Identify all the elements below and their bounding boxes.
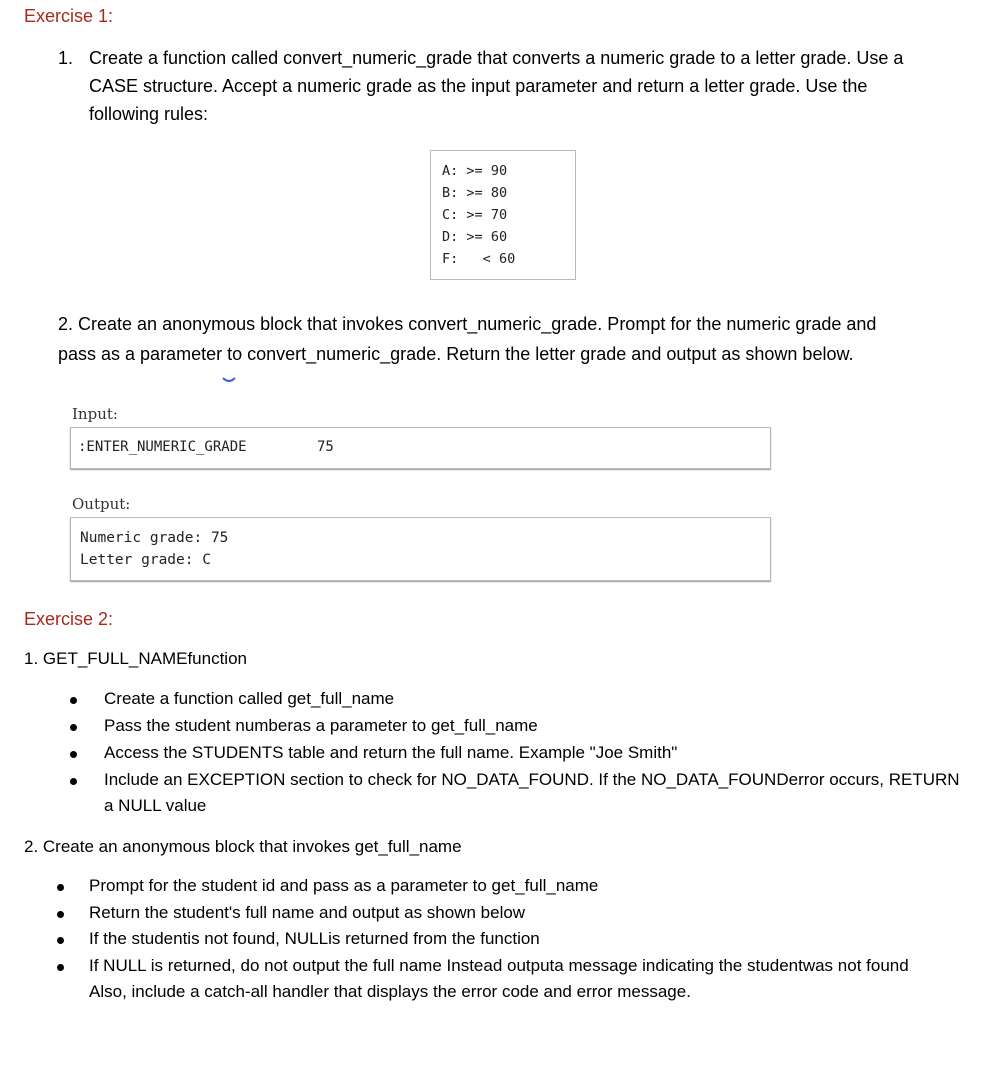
exercise-1-item-1-line-2: CASE structure. Accept a numeric grade as the input parameter and return a letter grade. Use the (89, 76, 868, 96)
exercise-1-item-1-line-1: Create a function called convert_numeric_grade that converts a numeric grade to a letter grade. Use a (89, 48, 904, 68)
input-label: Input: (72, 405, 118, 423)
output-label: Output: (72, 495, 131, 513)
exercise-2-item-2-title: 2. Create an anonymous block that invokes get_full_name (24, 837, 462, 856)
list-item: Prompt for the student id and pass as a parameter to get_full_name (89, 876, 599, 895)
bullet-icon (70, 751, 77, 758)
list-item-continuation: Also, include a catch-all handler that displays the error code and error message. (89, 982, 691, 1001)
list-item: Return the student's full name and output as shown below (89, 903, 526, 922)
output-box (70, 517, 771, 581)
exercise-1-item-1-number: 1. (58, 48, 74, 68)
input-value: 75 (317, 439, 334, 455)
list-item: Create a function called get_full_name (104, 689, 395, 708)
bullet-icon (70, 697, 77, 704)
output-line: Numeric grade: 75 (80, 530, 229, 546)
bullet-icon (70, 724, 77, 731)
exercise-1-item-1-line-3: following rules: (89, 104, 209, 124)
bullet-icon (57, 964, 64, 971)
list-item: Access the STUDENTS table and return the full name. Example "Joe Smith" (104, 743, 678, 762)
exercise-1-item-2-line-1: 2. Create an anonymous block that invokes convert_numeric_grade. Prompt for the numeric grade and (58, 314, 877, 334)
grade-rule-row: B: >= 80 (442, 185, 508, 201)
list-item: If the studentis not found, NULLis returned from the function (89, 929, 540, 948)
bullet-icon (70, 778, 77, 785)
output-line: Letter grade: C (80, 552, 211, 568)
exercise-1-item-2-line-2: pass as a parameter to convert_numeric_grade. Return the letter grade and output as shown below. (58, 344, 854, 364)
exercise-1-heading: Exercise 1: (24, 6, 114, 26)
grade-rule-row: F: < 60 (442, 251, 516, 267)
grade-rule-row: D: >= 60 (442, 229, 508, 245)
bullet-icon (57, 911, 64, 918)
bullet-icon (57, 937, 64, 944)
grade-rules-box (430, 150, 576, 280)
cursor-mark-icon (222, 376, 236, 384)
input-box (70, 427, 771, 469)
list-item: Include an EXCEPTION section to check for NO_DATA_FOUND. If the NO_DATA_FOUNDerror occurs, RETURN (104, 770, 960, 789)
exercise-2-item-1-title: 1. GET_FULL_NAMEfunction (24, 649, 247, 668)
grade-rule-row: A: >= 90 (442, 163, 508, 179)
bullet-icon (57, 884, 64, 891)
list-item: If NULL is returned, do not output the full name Instead outputa message indicating the studentwas not found (89, 956, 909, 975)
list-item-continuation: a NULL value (104, 796, 207, 815)
exercise-2-heading: Exercise 2: (24, 609, 114, 629)
grade-rule-row: C: >= 70 (442, 207, 508, 223)
list-item: Pass the student numberas a parameter to get_full_name (104, 716, 538, 735)
input-prompt: :ENTER_NUMERIC_GRADE (78, 439, 247, 455)
